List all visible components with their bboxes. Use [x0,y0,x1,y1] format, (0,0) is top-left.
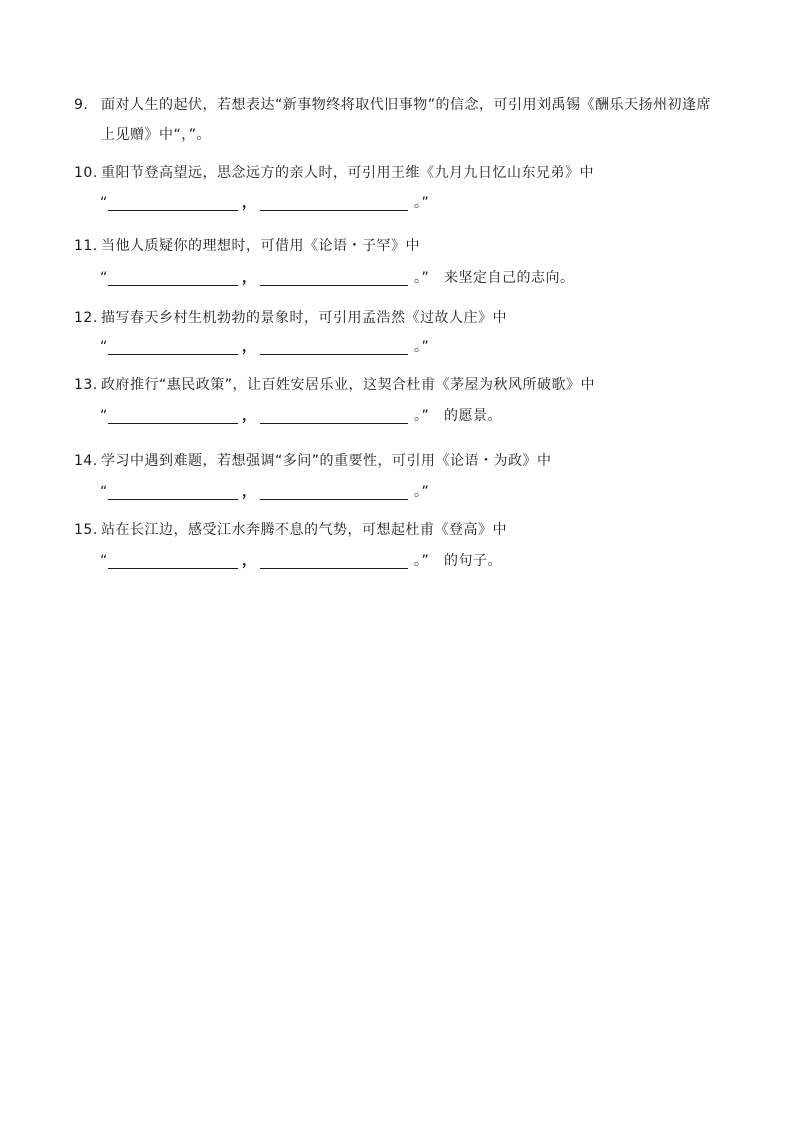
question-9 [74,95,754,145]
question-13 [74,375,754,425]
open-quote: “ [100,408,108,424]
close-quote: 。” [414,339,430,355]
question-12 [74,308,754,358]
answer-blank-2[interactable] [260,423,408,424]
question-number: 11. [74,238,98,254]
comma: ， [242,195,257,211]
answer-blank-1[interactable] [108,423,238,424]
question-number: 14. [74,453,98,469]
open-quote: “ [100,553,108,569]
answer-blank-1[interactable] [108,568,238,569]
answer-blank-1[interactable] [108,354,238,355]
comma: ， [242,484,257,500]
close-quote: 。” [414,484,430,500]
question-number: 12. [74,310,98,326]
answer-blank-2[interactable] [260,210,408,211]
question-prompt: 重阳节登高望远，思念远方的亲人时，可引用王维《九月九日忆山东兄弟》中 [101,165,594,181]
answer-blank-2[interactable] [260,354,408,355]
answer-blank-2[interactable] [260,568,408,569]
close-quote: 。” [414,553,430,569]
question-number: 9. [74,97,89,113]
question-10 [74,163,754,213]
question-prompt: 描写春天乡村生机勃勃的景象时，可引用孟浩然《过故人庄》中 [101,310,507,326]
question-prompt: 当他人质疑你的理想时，可借用《论语・子罕》中 [101,238,420,254]
comma: ， [242,553,257,569]
answer-blank-1[interactable] [108,210,238,211]
comma: ， [242,408,257,424]
comma: ， [242,270,257,286]
question-number: 13. [74,377,98,393]
answer-line [100,337,750,357]
open-quote: “ [100,195,108,211]
question-prompt-continued: 上见赠》中“，”。 [101,127,212,143]
question-number: 10. [74,165,98,181]
question-number: 15. [74,522,98,538]
answer-line [100,268,750,288]
answer-blank-2[interactable] [260,285,408,286]
question-prompt: 学习中遇到难题，若想强调“多问”的重要性，可引用《论语・为政》中 [101,453,552,469]
comma: ， [242,339,257,355]
close-quote: 。” [414,195,430,211]
answer-line [100,482,750,502]
answer-line [100,551,750,571]
question-prompt: 站在长江边，感受江水奔腾不息的气势，可想起杜甫《登高》中 [101,522,507,538]
question-suffix: 的句子。 [444,553,502,569]
question-15 [74,520,754,570]
close-quote: 。” [414,408,430,424]
answer-line [100,406,750,426]
question-suffix: 的愿景。 [444,408,502,424]
question-prompt: 面对人生的起伏，若想表达“新事物终将取代旧事物”的信念，可引用刘禹锡《酬乐天扬州初逢席 [101,97,712,113]
close-quote: 。” [414,270,430,286]
answer-blank-1[interactable] [108,285,238,286]
answer-line [100,193,750,213]
open-quote: “ [100,339,108,355]
question-14 [74,451,754,501]
answer-blank-1[interactable] [108,499,238,500]
question-prompt: 政府推行“惠民政策”，让百姓安居乐业，这契合杜甫《茅屋为秋风所破歌》中 [101,377,596,393]
question-suffix: 来坚定自己的志向。 [444,270,575,286]
answer-blank-2[interactable] [260,499,408,500]
question-11 [74,236,754,286]
open-quote: “ [100,270,108,286]
open-quote: “ [100,484,108,500]
